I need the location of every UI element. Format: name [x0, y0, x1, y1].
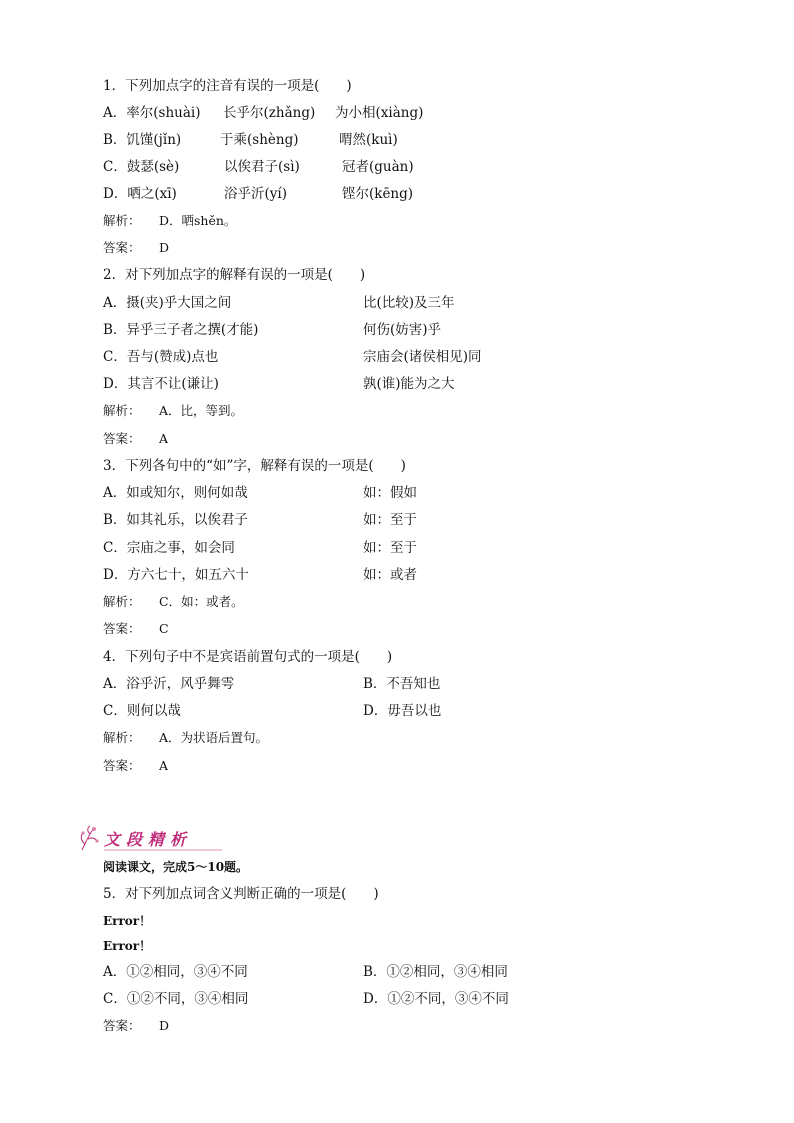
q3-stem: 3．下列各句中的“如”字，解释有误的一项是( ) — [103, 458, 406, 474]
q3-d-2: 如：或者 — [363, 567, 417, 583]
q1-b-2: 于乘(shèng) — [220, 132, 299, 148]
q3-a-2: 如：假如 — [363, 485, 417, 501]
answer-label: 答案： — [103, 621, 141, 636]
answer-label: 答案： — [103, 758, 141, 773]
q2-option-b — [103, 321, 603, 339]
q1-option-b — [103, 131, 503, 149]
q1-option-d — [103, 185, 503, 203]
q4-c: C．则何以哉 — [103, 703, 181, 719]
analysis-label: 解析： — [103, 403, 141, 418]
q2-a-1: A．摄(夹)乎大国之间 — [103, 295, 232, 311]
q1-c-3: 冠者(guàn) — [342, 159, 414, 175]
q4-d: D．毋吾以也 — [363, 703, 442, 719]
answer-label: 答案： — [103, 1018, 141, 1033]
q1-stem: 1．下列加点字的注音有误的一项是( ) — [103, 78, 352, 94]
q3-option-a — [103, 484, 603, 502]
q4-stem: 4．下列句子中不是宾语前置句式的一项是( ) — [103, 649, 393, 665]
analysis-label: 解析： — [103, 594, 141, 609]
q2-option-c — [103, 348, 603, 366]
q1-b-3: 喟然(kuì) — [339, 132, 398, 148]
q2-c-1: C．吾与(赞成)点也 — [103, 349, 219, 365]
q1-analysis — [103, 212, 236, 230]
q5-stem: 5．对下列加点词含义判断正确的一项是( ) — [103, 886, 379, 902]
answer-text: D — [159, 1018, 170, 1033]
q5-c: C．①②不同，③④相同 — [103, 991, 249, 1007]
q3-option-b — [103, 511, 603, 529]
answer-text: D — [159, 240, 170, 255]
q4-option-ab — [103, 675, 603, 693]
answer-text: C — [159, 621, 169, 636]
analysis-label: 解析： — [103, 730, 141, 745]
answer-label: 答案： — [103, 240, 141, 255]
q3-analysis — [103, 593, 244, 611]
q1-a-2: 长乎尔(zhǎng) — [223, 105, 316, 121]
q1-d-2: 浴乎沂(yí) — [224, 186, 287, 202]
q4-answer — [103, 757, 168, 775]
analysis-text: C．如：或者。 — [159, 594, 244, 609]
analysis-text: D．哂shěn。 — [159, 213, 237, 228]
q4-b: B．不吾知也 — [363, 676, 441, 692]
q3-option-d — [103, 566, 603, 584]
q2-answer — [103, 430, 168, 448]
q5-option-ab — [103, 963, 603, 981]
q4-a: A．浴乎沂，风乎舞雩 — [103, 676, 235, 692]
q4-analysis — [103, 729, 268, 747]
q5-a: A．①②相同，③④不同 — [103, 964, 248, 980]
q5-b: B．①②相同，③④相同 — [363, 964, 508, 980]
q3-d-1: D．方六七十，如五六十 — [103, 567, 249, 583]
section-intro: 阅读课文，完成5～10题。 — [103, 860, 249, 874]
answer-text: A — [159, 431, 169, 446]
q2-b-1: B．异乎三子者之撰(才能) — [103, 322, 259, 338]
q3-c-2: 如：至于 — [363, 540, 417, 556]
analysis-label: 解析： — [103, 213, 141, 228]
section-title: 文段精析 — [104, 830, 193, 849]
q1-d-1: D．哂之(xī) — [103, 186, 177, 202]
q2-option-a — [103, 294, 603, 312]
q5-option-cd — [103, 990, 603, 1008]
q3-c-1: C．宗庙之事，如会同 — [103, 540, 235, 556]
q5-d: D．①②不同，③④不同 — [363, 991, 509, 1007]
q3-b-2: 如：至于 — [363, 512, 417, 528]
analysis-text: A．比，等到。 — [159, 403, 244, 418]
q1-d-3: 铿尔(kēng) — [342, 186, 414, 202]
q1-answer — [103, 239, 169, 257]
q1-a-1: A．率尔(shuài) — [103, 105, 201, 121]
q2-c-2: 宗庙会(诸侯相见)同 — [363, 349, 482, 365]
q5-answer — [103, 1017, 169, 1035]
q4-option-cd — [103, 702, 603, 720]
q3-a-1: A．如或知尔，则何如哉 — [103, 485, 248, 501]
q5-error-1: Error！ — [103, 914, 152, 928]
q1-b-1: B．饥馑(jǐn) — [103, 132, 182, 148]
q1-option-c — [103, 158, 503, 176]
q3-option-c — [103, 539, 603, 557]
analysis-text: A．为状语后置句。 — [159, 730, 269, 745]
q2-analysis — [103, 402, 243, 420]
q1-c-1: C．鼓瑟(sè) — [103, 159, 180, 175]
q1-option-a — [103, 104, 503, 122]
q1-a-3: 为小相(xiàng) — [335, 105, 424, 121]
q2-b-2: 何伤(妨害)乎 — [363, 322, 442, 338]
answer-label: 答案： — [103, 431, 141, 446]
q2-a-2: 比(比较)及三年 — [363, 295, 455, 311]
q2-d-2: 孰(谁)能为之大 — [363, 376, 455, 392]
q2-d-1: D．其言不让(谦让) — [103, 376, 219, 392]
section-header — [78, 824, 218, 854]
q2-stem: 2．对下列加点字的解释有误的一项是( ) — [103, 267, 366, 283]
q3-b-1: B．如其礼乐，以俟君子 — [103, 512, 248, 528]
answer-text: A — [159, 758, 169, 773]
q3-answer — [103, 620, 169, 638]
q2-option-d — [103, 375, 603, 393]
q5-error-2: Error！ — [103, 939, 152, 953]
q1-c-2: 以俟君子(sì) — [224, 159, 300, 175]
